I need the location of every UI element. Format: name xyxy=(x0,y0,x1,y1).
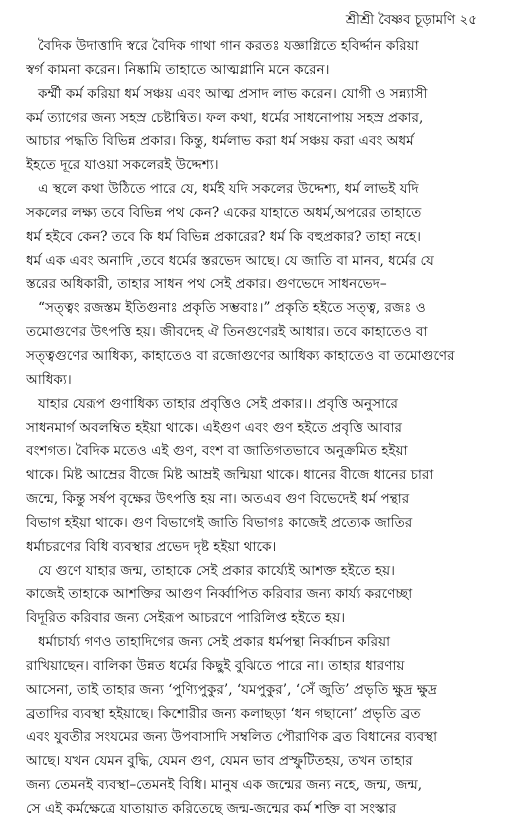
text-line: আছে। যখন যেমন বুদ্ধি, যেমন গুণ, যেমন ভাব প্রস্ফুটিতহয়, তখন তাহার xyxy=(26,753,413,770)
text-line: জন্য তেমনই ব্যবস্থা–তেমনই বিধি। মানুষ এক জন্মের জন্য নহে, জন্ম, জন্ম, xyxy=(26,777,423,794)
text-line: সকলের লক্ষ্য তবে বিভিন্ন পথ কেন? একের যাহাতে অধর্ম,অপরের তাহাতে xyxy=(26,204,422,221)
running-header: শ্রীশ্রী বৈষ্ণব চূড়ামণি ২৫ xyxy=(345,12,477,28)
text-line: বৈদিক উদাত্তাদি স্বরে বৈদিক গাথা গান করতঃ যজ্ঞাগ্নিতে হবির্দ্দান করিয়া xyxy=(38,38,419,54)
text-line: স্তরের অধিকারী, তাহার সাধন পথ সেই প্রকার। গুণভেদে সাধনভেদ– xyxy=(26,276,387,293)
text-line: যাহার যেরূপ গুণাধিক্য তাহার প্রবৃত্তিও সেই প্রকার।। প্রবৃত্তি অনুসারে xyxy=(38,395,399,412)
text-line: থাকে। মিষ্ট আম্রের বীজে মিষ্ট আম্রই জন্মিয়া থাকে। ধানের বীজে ধানের চারা xyxy=(26,467,434,484)
body-text xyxy=(26,35,484,822)
text-line: এবং যুবতীর সংযমের জন্য উপবাসাদি সম্বলিত পৌরাণিক ব্রত বিধানের ব্যবস্থা xyxy=(26,729,438,746)
text-line: কর্ম্মী কর্ম করিয়া ধর্ম সঞ্চয় এবং আত্ম প্রসাদ লাভ করেন। যোগী ও সন্ন্যাসী xyxy=(38,85,428,102)
text-line: ধর্মাচার্য্য গণও তাহাদিগের জন্য সেই প্রকার ধর্মপন্থা নির্ব্বাচন করিয়া xyxy=(38,634,391,651)
text-line: স্বর্গ কামনা করেন। নিষ্কামি তাহাতে আত্মগ্লানি মনে করেন। xyxy=(26,61,330,78)
text-line: বংশগত। বৈদিক মতেও এই গুণ, বংশ বা জাতিগতভাবে অনুক্রমিত হইয়া xyxy=(26,443,408,460)
text-line: সে এই কর্মক্ষেত্রে যাতায়াত করিতেছে জন্ম-জন্মের কর্ম শক্তি বা সংস্কার xyxy=(26,801,397,817)
text-line: কাজেই তাহাকে আশক্তির আগুণ নির্ব্বাপিত করিবার জন্য কার্য্য করণেচ্ছা xyxy=(26,586,413,603)
text-line: ব্রতাদির ব্যবস্থা হইয়াছে। কিশোরীর জন্য কলাছড়া ‘ধন গছানো’ প্রভৃতি ব্রত xyxy=(26,705,421,722)
text-line: রাখিয়াছেন। বালিকা উন্নত ধর্মের কিছুই বুঝিতে পারে না। তাহার ধারণায় xyxy=(26,657,405,674)
text-line: জন্মে, কিন্তু সর্ষপ বৃক্ষের উৎপত্তি হয় না। অতএব গুণ বিভেদেই ধর্ম পন্থার xyxy=(26,491,410,508)
text-line: তমোগুণের উৎপত্তি হয়। জীবদেহ ঐ তিনগুণেরই আধার। তবে কাহাতেও বা xyxy=(26,324,428,341)
text-line: যে গুণে যাহার জন্ম, তাহাকে সেই প্রকার কার্য্যেই আশক্ত হইতে হয়। xyxy=(38,562,395,579)
text-line: বিদূরিত করিবার জন্য সেইরূপ আচরণে পারিলিপ্ত হইতে হয়। xyxy=(26,610,346,627)
text-line: ধর্মাচরণের বিধি ব্যবস্থার প্রভেদ দৃষ্ট হইয়া থাকে। xyxy=(26,538,277,555)
text-line: ধর্ম হইবে কেন? তবে কি ধর্ম বিভিন্ন প্রকারের? ধর্ম কি বহুপ্রকার? তাহা নহে। xyxy=(26,228,421,245)
text-line: সত্ত্বগুণের আধিক্য, কাহাতেও বা রজোগুণের আধিক্য কাহাতেও বা তমোগুণের xyxy=(26,347,455,364)
text-line: আচার পদ্ধতি বিভিন্ন প্রকার। কিন্তু, ধর্মলাভ করা ধর্ম সঞ্চয় করা এবং অধর্ম xyxy=(26,133,414,150)
text-line: ধর্ম এক এবং অনাদি ,তবে ধর্মের স্তরভেদ আছে। যে জাতি বা মানব, ধর্মের যে xyxy=(26,252,434,269)
text-line: কর্ম ত্যাগের জন্য সহস্র চেষ্টান্বিত। ফল কথা, ধর্মের সাধনোপায় সহস্র প্রকার, xyxy=(26,109,424,126)
text-line: আসেনা, তাই তাহার জন্য ‘পুণ্যিপুকুর’, ‘যমপুকুর’, ‘সেঁ জুতি’ প্রভৃতি ক্ষুদ্র ক্ষুদ্র xyxy=(26,681,437,698)
text-line: ইহতে দূরে যাওয়া সকলেরই উদ্দেশ্য। xyxy=(26,157,219,174)
text-line: বিভাগ হইয়া থাকে। গুণ বিভাগেই জাতি বিভাগঃ কাজেই প্রত্যেক জাতির xyxy=(26,514,413,531)
text-line: এ স্থলে কথা উঠিতে পারে যে, ধর্মই যদি সকলের উদ্দেশ্য, ধর্ম লাভই যদি xyxy=(38,181,419,198)
text-line: সাধনমার্গ অবলম্বিত হইয়া থাকে। এইগুণ এবং গুণ হইতে প্রবৃত্তি আবার xyxy=(26,419,403,436)
text-line: “সত্ত্বং রজস্তম ইতিগুনাঃ প্রকৃতি সম্ভবাঃ।” প্রকৃতি হইতে সত্ত্ব, রজঃ ও xyxy=(38,300,426,317)
text-line: আধিক্য। xyxy=(26,371,72,388)
